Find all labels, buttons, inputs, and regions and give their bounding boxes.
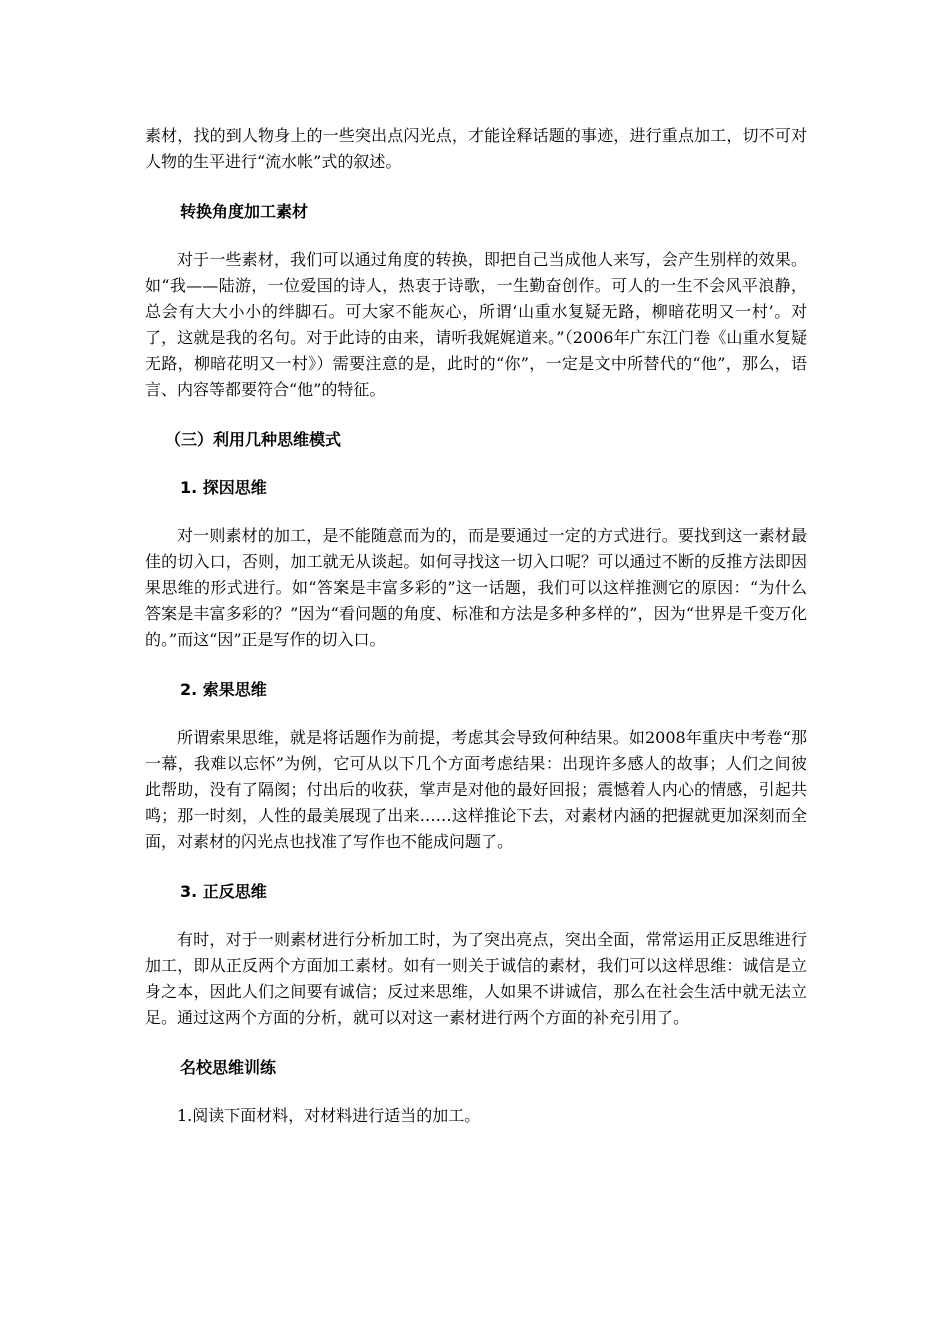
paragraph-intro: 素材，找的到人物身上的一些突出点闪光点，才能诠释话题的事迹，进行重点加工，切不可对人物的生平进行“流水帐”式的叙述。 bbox=[145, 126, 807, 171]
paragraph-angle-conversion: 对于一些素材，我们可以通过角度的转换，即把自己当成他人来写，会产生别样的效果。如“我——陆游，一位爱国的诗人，热衷于诗歌，一生勤奋创作。可人的一生不会风平浪静，总会有大大小小的绊脚石。可大家不能灰心，所谓‘山重水复疑无路，柳暗花明又一村’。对了，这就是我的名句。对于此诗的由来，请听我娓娓道来。”（2006年广东江门卷《山重水复疑无路，柳暗花明又一村》）需要注意的是，此时的“你”，一定是文中所替代的“他”，那么，语言、内容等都要符合“他”的特征。 bbox=[145, 250, 807, 399]
paragraph-positive-negative-thinking: 有时，对于一则素材进行分析加工时，为了突出亮点，突出全面，常常运用正反思维进行加工，即从正反两个方面加工素材。如有一则关于诚信的素材，我们可以这样思维：诚信是立身之本，因此人们之间要有诚信；反过来思维，人如果不讲诚信，那么在社会生活中就无法立足。通过这两个方面的分析，就可以对这一素材进行两个方面的补充引用了。 bbox=[145, 930, 807, 1027]
paragraph-exercise-1: 1.阅读下面材料，对材料进行适当的加工。 bbox=[177, 1106, 481, 1125]
document-page bbox=[145, 123, 807, 1129]
heading-thinking-modes: （三）利用几种思维模式 bbox=[165, 430, 342, 449]
heading-result-thinking: 2. 索果思维 bbox=[180, 680, 267, 699]
paragraph-result-thinking: 所谓索果思维，就是将话题作为前提，考虑其会导致何种结果。如2008年重庆中考卷“那一幕，我难以忘怀”为例，它可从以下几个方面考虑结果：出现许多感人的故事；人们之间彼此帮助，没有了隔阂；付出后的收获，掌声是对他的最好回报；震憾着人内心的情感，引起共鸣；那一时刻，人性的最美展现了出来……这样推论下去，对素材内涵的把握就更加深刻而全面，对素材的闪光点也找准了写作也不能成问题了。 bbox=[145, 728, 807, 851]
heading-positive-negative-thinking: 3. 正反思维 bbox=[180, 882, 267, 901]
heading-cause-thinking: 1. 探因思维 bbox=[180, 478, 267, 497]
heading-angle-conversion: 转换角度加工素材 bbox=[180, 202, 309, 221]
heading-school-training: 名校思维训练 bbox=[180, 1058, 277, 1077]
paragraph-cause-thinking: 对一则素材的加工，是不能随意而为的，而是要通过一定的方式进行。要找到这一素材最佳的切入口，否则，加工就无从谈起。如何寻找这一切入口呢？可以通过不断的反推方法即因果思维的形式进行。如“答案是丰富多彩的”这一话题，我们可以这样推测它的原因：“为什么答案是丰富多彩的？”因为“看问题的角度、标准和方法是多种多样的”，因为“世界是千变万化的。”而这“因”正是写作的切入口。 bbox=[145, 526, 807, 649]
